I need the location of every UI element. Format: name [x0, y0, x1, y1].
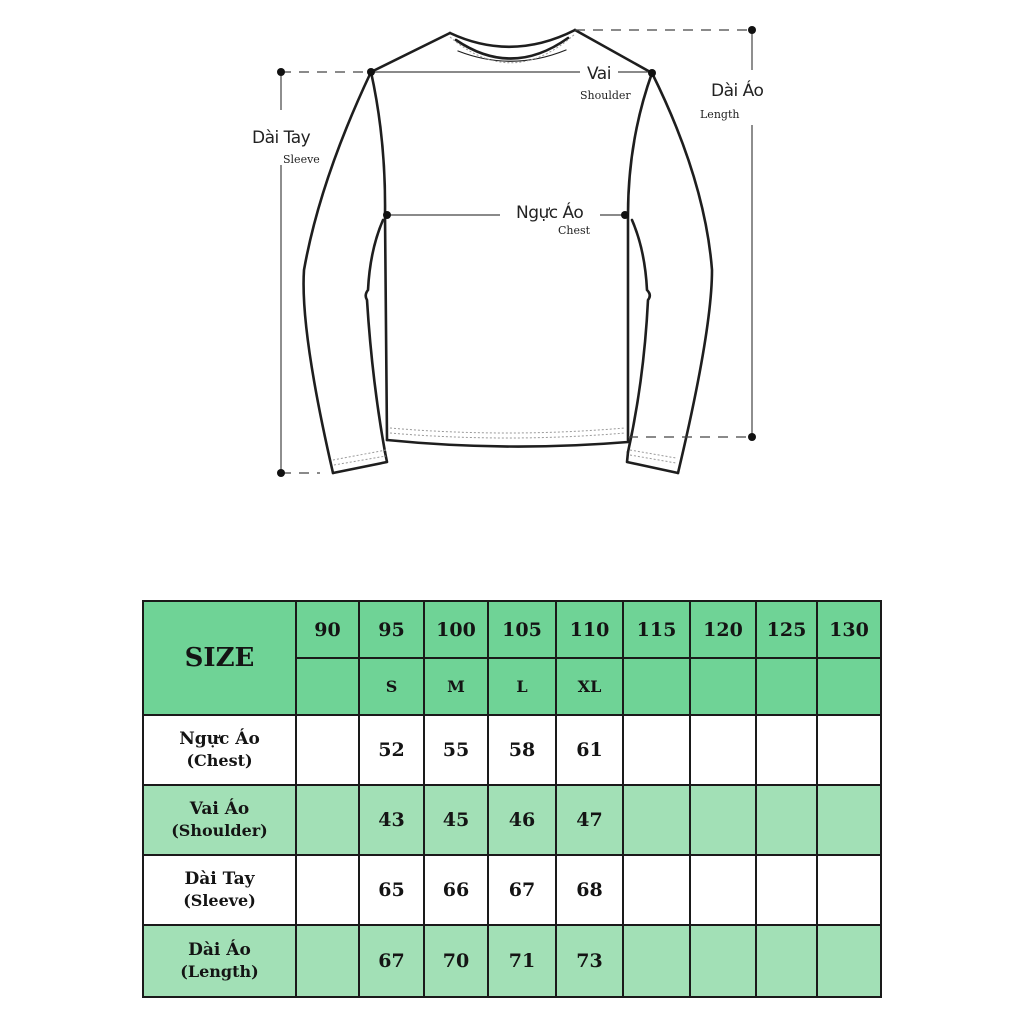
value-cell: 73 [556, 925, 623, 997]
letter-cell: S [359, 658, 424, 715]
value-cell: 65 [359, 855, 424, 925]
value-cell [817, 785, 881, 855]
row-label-vi: Ngực Áo [179, 729, 260, 749]
row-label-en: (Sleeve) [183, 891, 256, 910]
sleeve-label: Dài Tay [252, 128, 311, 148]
row-label-shoulder [143, 785, 296, 855]
shoulder-row [143, 785, 881, 855]
row-label-chest [143, 715, 296, 785]
value-cell [756, 855, 817, 925]
size-chart-table [142, 600, 882, 998]
value-cell [623, 715, 690, 785]
size-cell: 90 [296, 601, 359, 658]
row-label-sleeve [143, 855, 296, 925]
value-cell: 46 [488, 785, 556, 855]
value-cell: 66 [424, 855, 488, 925]
chest-label-en: Chest [558, 224, 591, 237]
shoulder-label-en: Shoulder [580, 89, 631, 102]
value-cell: 61 [556, 715, 623, 785]
value-cell [623, 925, 690, 997]
value-cell: 67 [488, 855, 556, 925]
value-cell: 67 [359, 925, 424, 997]
value-cell [817, 855, 881, 925]
value-cell [817, 925, 881, 997]
value-cell: 47 [556, 785, 623, 855]
chest-label: Ngực Áo [516, 203, 584, 223]
value-cell [690, 925, 756, 997]
value-cell [690, 855, 756, 925]
letter-cell: L [488, 658, 556, 715]
size-cell: 115 [623, 601, 690, 658]
letter-cell [756, 658, 817, 715]
letter-cell [623, 658, 690, 715]
letter-cell [296, 658, 359, 715]
value-cell: 52 [359, 715, 424, 785]
size-number-row [143, 601, 881, 658]
value-cell [690, 715, 756, 785]
length-label: Dài Áo [711, 81, 764, 101]
value-cell: 55 [424, 715, 488, 785]
size-header-cell: SIZE [143, 601, 296, 715]
value-cell: 68 [556, 855, 623, 925]
value-cell [296, 855, 359, 925]
letter-cell [817, 658, 881, 715]
letter-cell [690, 658, 756, 715]
value-cell: 45 [424, 785, 488, 855]
size-cell: 110 [556, 601, 623, 658]
letter-cell: M [424, 658, 488, 715]
value-cell [623, 785, 690, 855]
chest-row [143, 715, 881, 785]
row-label-en: (Length) [180, 962, 259, 981]
value-cell: 43 [359, 785, 424, 855]
row-label-vi: Vai Áo [189, 799, 250, 819]
value-cell [296, 715, 359, 785]
sleeve-row [143, 855, 881, 925]
value-cell: 70 [424, 925, 488, 997]
value-cell [690, 785, 756, 855]
row-label-en: (Chest) [186, 751, 253, 770]
length-label-en: Length [700, 108, 740, 121]
sleeve-label-en: Sleeve [283, 153, 320, 166]
value-cell: 71 [488, 925, 556, 997]
size-cell: 105 [488, 601, 556, 658]
value-cell [623, 855, 690, 925]
row-label-vi: Dài Tay [184, 869, 255, 889]
size-cell: 130 [817, 601, 881, 658]
value-cell [756, 715, 817, 785]
row-label-vi: Dài Áo [188, 940, 251, 960]
value-cell [296, 925, 359, 997]
letter-cell: XL [556, 658, 623, 715]
length-row [143, 925, 881, 997]
size-cell: 100 [424, 601, 488, 658]
row-label-length [143, 925, 296, 997]
value-cell [817, 715, 881, 785]
size-cell: 120 [690, 601, 756, 658]
size-cell: 125 [756, 601, 817, 658]
value-cell [296, 785, 359, 855]
size-cell: 95 [359, 601, 424, 658]
value-cell [756, 925, 817, 997]
row-label-en: (Shoulder) [171, 821, 268, 840]
value-cell: 58 [488, 715, 556, 785]
shoulder-label: Vai [587, 64, 611, 84]
value-cell [756, 785, 817, 855]
